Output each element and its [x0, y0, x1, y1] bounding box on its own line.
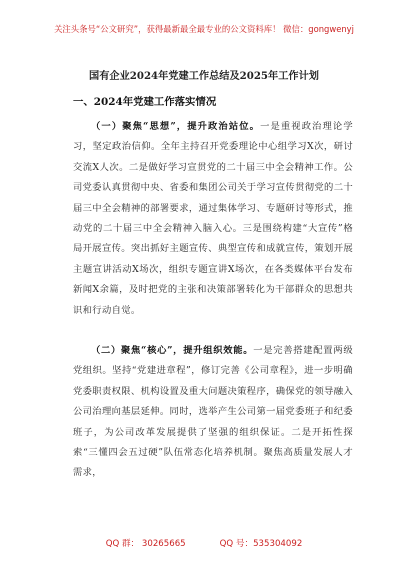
qq-group: QQ 群： 30265665 — [105, 539, 186, 549]
section-heading: 一、2024年党建工作落实情况 — [73, 96, 217, 108]
paragraph-lead: （一）聚焦“思想”，提升政治站位。 — [91, 121, 261, 132]
paragraph-body: 一是完善搭建配置两级党组织。坚持“党建进章程”，修订完善《公司章程》，进一步明确党委职责权限、机构设置及重大问题决策程序，确保党的领导融入公司治理向基层延伸。同时，选举产生公司第一届党委班子和纪委班子，为公司改革发展提供了坚强的组织保证。二是开拓性探索“三懂四会五过硬”队伍常态化培养机制。聚焦高质量发展人才需求， — [73, 345, 353, 479]
paragraph-lead: （二）聚焦“核心”，提升组织效能。 — [91, 345, 254, 356]
promo-banner: 关注头条号“公文研究”，获得最新最全最专业的公文资料库！ 微信：gongwenyj — [54, 24, 354, 34]
document-title: 国有企业2024年党建工作总结及2025年工作计划 — [89, 70, 319, 82]
paragraph-core — [73, 341, 353, 484]
footer-contact — [0, 538, 408, 550]
qq-number: QQ 号：535304092 — [219, 539, 303, 549]
paragraph-ideology — [73, 117, 353, 321]
paragraph-body: 一是重视政治理论学习，坚定政治信仰。全年主持召开党委理论中心组学习X次，研讨交流X人次。二是做好学习宣贯党的二十届三中全会精神工作。公司党委认真贯彻中央、省委和集团公司关于学习宣传贯彻党的二十届三中全会精神的部署要求，通过集体学习、专题研讨等形式，推动党的二十届三中全会精神入脑入心。三是围绕构建“大宣传”格局开展宣传。突出抓好主题宣传、典型宣传和成就宣传，策划开展主题宣讲活动X场次，组织专题宣讲X场次，在各类媒体平台发布新闻X余篇，及时把党的主张和决策部署转化为干部群众的思想共识和行动自觉。 — [73, 121, 353, 316]
